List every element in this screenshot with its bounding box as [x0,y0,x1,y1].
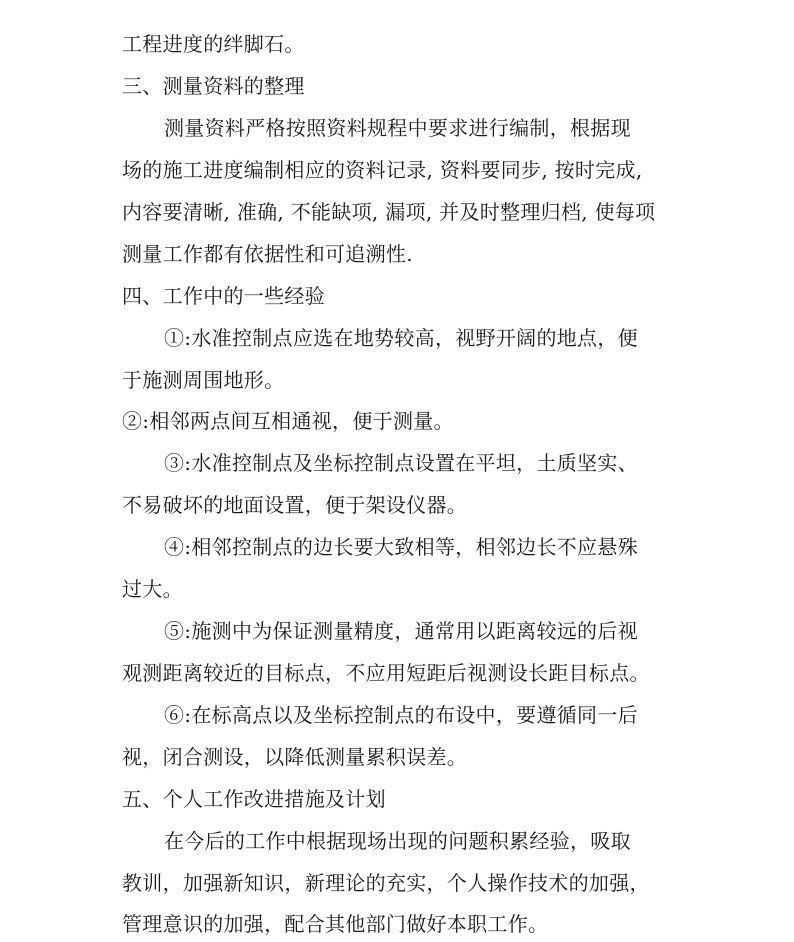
text-line: 测量工作都有依据性和可追溯性. [122,242,413,266]
section-heading: 三、测量资料的整理 [122,74,305,98]
text-line: 工程进度的绊脚石。 [122,32,305,56]
text-line: 内容要清晰, 准确, 不能缺项, 漏项, 并及时整理归档, 使每项 [122,200,656,224]
text-line: ①:水准控制点应选在地势较高，视野开阔的地点，便 [164,326,638,350]
text-line: ④:相邻控制点的边长要大致相等，相邻边长不应悬殊 [164,535,638,559]
text-line: 场的施工进度编制相应的资料记录, 资料要同步, 按时完成, [122,158,643,182]
section-heading: 五、个人工作改进措施及计划 [122,787,386,811]
text-line: 观测距离较近的目标点，不应用短距后视测设长距目标点。 [122,661,650,685]
section-heading: 四、工作中的一些经验 [122,284,325,308]
text-line: 于施测周围地形。 [122,368,285,392]
text-line: 视，闭合测设，以降低测量累积误差。 [122,745,468,769]
text-line: 过大。 [122,577,183,601]
text-line: ⑤:施测中为保证测量精度，通常用以距离较远的后视 [164,619,638,643]
text-line: ⑥:在标高点以及坐标控制点的布设中，要遵循同一后 [164,703,638,727]
text-line: 测量资料严格按照资料规程中要求进行编制，根据现 [164,116,631,140]
text-line: ②:相邻两点间互相通视，便于测量。 [122,409,454,433]
text-line: 不易破坏的地面设置，便于架设仪器。 [122,493,468,517]
text-line: 在今后的工作中根据现场出现的问题积累经验，吸取 [164,829,631,853]
text-line: 管理意识的加强，配合其他部门做好本职工作。 [122,912,549,936]
text-line: 教训，加强新知识，新理论的充实，个人操作技术的加强， [122,871,650,895]
text-line: ③:水准控制点及坐标控制点设置在平坦，土质坚实、 [164,451,638,475]
